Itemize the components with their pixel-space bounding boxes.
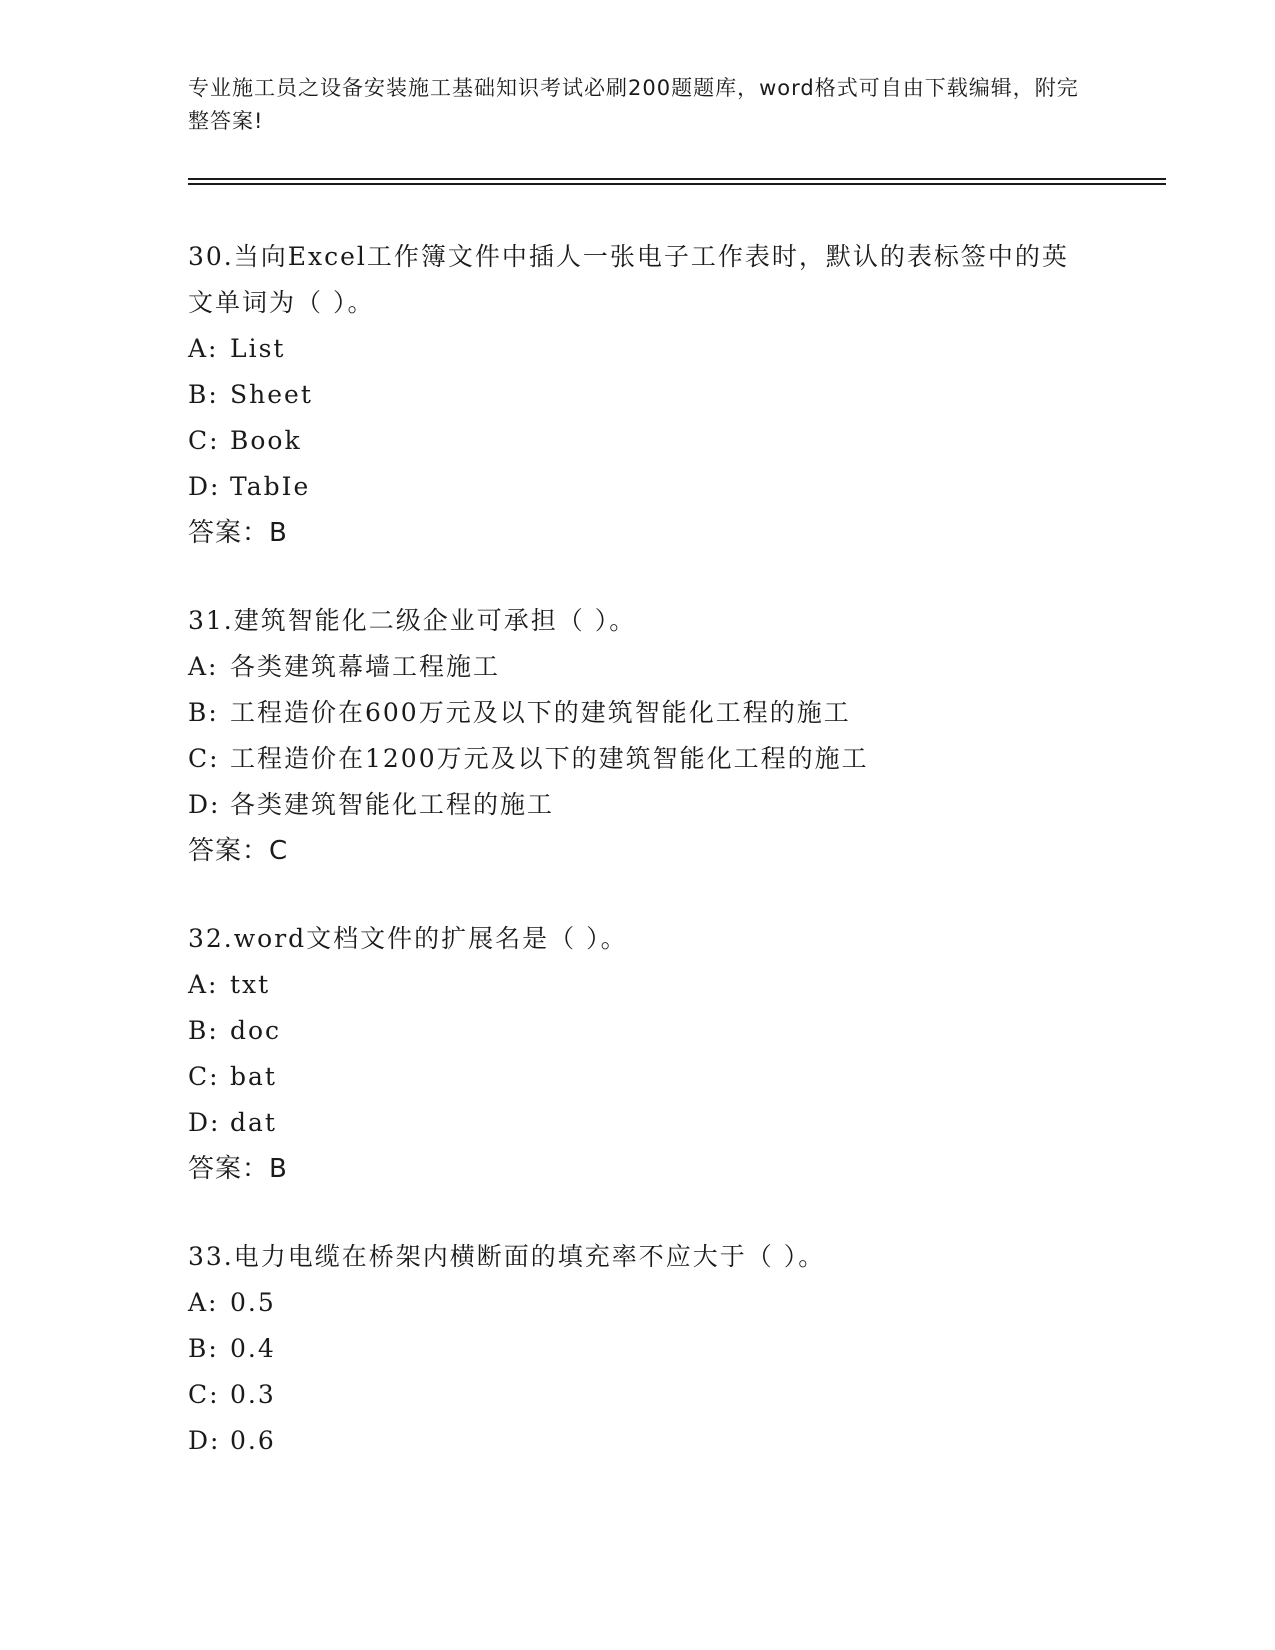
option-c <box>188 1372 1148 1418</box>
option-text: TabIe <box>230 472 311 501</box>
question-32 <box>188 916 1148 1192</box>
option-letter: C: <box>188 1380 220 1409</box>
option-text: Sheet <box>230 380 313 409</box>
option-a <box>188 644 1148 690</box>
option-letter: A: <box>188 1288 219 1317</box>
option-text: 各类建筑幕墙工程施工 <box>230 652 501 681</box>
option-letter: D: <box>188 1426 221 1455</box>
answer-label: 答案：B <box>188 518 288 548</box>
option-letter: B: <box>188 1334 219 1363</box>
option-c <box>188 1054 1148 1100</box>
option-b <box>188 1008 1148 1054</box>
option-letter: B: <box>188 698 219 727</box>
header-divider-bottom <box>188 183 1166 185</box>
option-letter: B: <box>188 1016 219 1045</box>
option-a <box>188 326 1148 372</box>
option-b <box>188 690 1148 736</box>
option-text: 0.6 <box>230 1426 276 1455</box>
option-letter: A: <box>188 334 219 363</box>
option-b <box>188 372 1148 418</box>
option-text: 0.5 <box>230 1288 276 1317</box>
answer-label: 答案：C <box>188 836 289 866</box>
question-list <box>188 234 1148 1506</box>
question-31 <box>188 598 1148 874</box>
option-text: 各类建筑智能化工程的施工 <box>230 790 555 819</box>
option-a <box>188 1280 1148 1326</box>
option-d <box>188 1418 1148 1464</box>
question-text: 31.建筑智能化二级企业可承担（ ）。 <box>188 606 637 635</box>
option-text: List <box>230 334 286 363</box>
option-d <box>188 782 1148 828</box>
option-text: Book <box>230 426 302 455</box>
option-d <box>188 1100 1148 1146</box>
option-text: bat <box>230 1062 277 1091</box>
option-letter: A: <box>188 652 219 681</box>
option-a <box>188 962 1148 1008</box>
option-d <box>188 464 1148 510</box>
option-letter: D: <box>188 472 221 501</box>
option-text: 0.3 <box>230 1380 276 1409</box>
option-text: 工程造价在1200万元及以下的建筑智能化工程的施工 <box>230 744 869 773</box>
header-divider-top <box>188 178 1166 180</box>
option-letter: C: <box>188 744 220 773</box>
question-text: 30.当向Excel工作簿文件中插人一张电子工作表时，默认的表标签中的英文单词为（ ）。 <box>188 242 1069 317</box>
answer-label: 答案：B <box>188 1154 288 1184</box>
question-text: 32.word文档文件的扩展名是（ ）。 <box>188 924 628 953</box>
option-text: dat <box>230 1108 277 1137</box>
option-letter: B: <box>188 380 219 409</box>
option-letter: A: <box>188 970 219 999</box>
option-text: txt <box>230 970 271 999</box>
option-letter: D: <box>188 1108 221 1137</box>
question-30 <box>188 234 1148 556</box>
question-33 <box>188 1234 1148 1464</box>
option-text: 工程造价在600万元及以下的建筑智能化工程的施工 <box>230 698 851 727</box>
option-b <box>188 1326 1148 1372</box>
option-letter: C: <box>188 1062 220 1091</box>
option-letter: C: <box>188 426 220 455</box>
option-text: doc <box>230 1016 282 1045</box>
option-letter: D: <box>188 790 221 819</box>
question-text: 33.电力电缆在桥架内横断面的填充率不应大于（ ）。 <box>188 1242 826 1271</box>
option-c <box>188 736 1148 782</box>
document-header: 专业施工员之设备安装施工基础知识考试必刷200题题库，word格式可自由下载编辑，附完整答案! <box>188 76 1079 133</box>
option-c <box>188 418 1148 464</box>
option-text: 0.4 <box>230 1334 276 1363</box>
